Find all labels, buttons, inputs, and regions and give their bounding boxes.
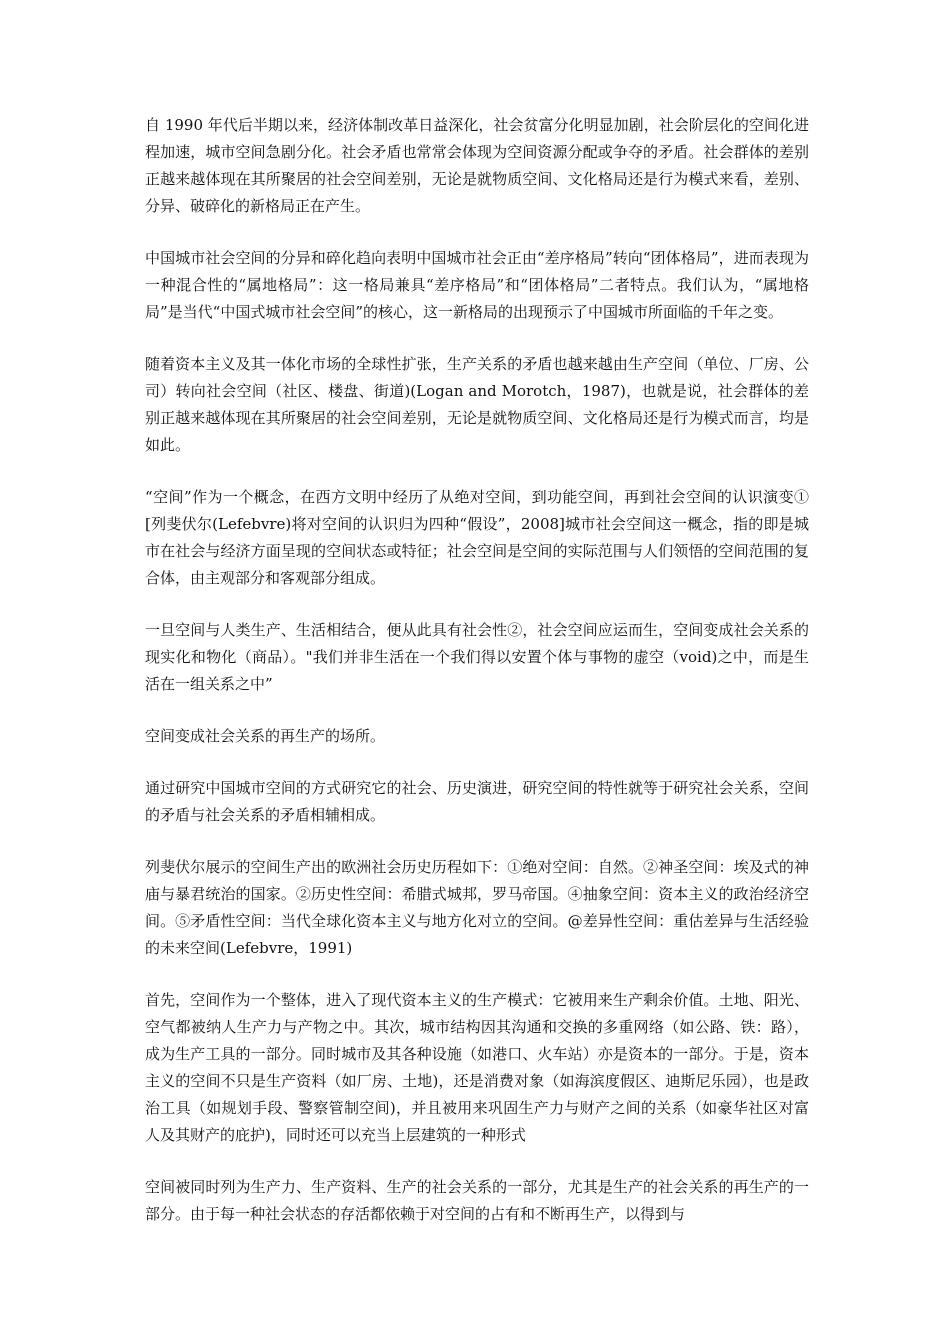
paragraph-3: 随着资本主义及其一体化市场的全球性扩张，生产关系的矛盾也越来越由生产空间（单位、厂房、公司）转向社会空间（社区、楼盘、街道)(Logan and Morotch，1987)，也就是说，社会群体的差别正越来越体现在其所聚居的社会空间差别，无论是就物质空间、文化格局还是行为模式而言，均是如此。 <box>145 355 809 454</box>
paragraph-5: 一旦空间与人类生产、生活相结合，便从此具有社会性②，社会空间应运而生，空间变成社会关系的现实化和物化（商品）。"我们并非生活在一个我们得以安置个体与事物的虚空（void)之中，而是生活在一组关系之中” <box>145 621 809 693</box>
document-page <box>145 112 809 1253</box>
paragraph-1: 自 1990 年代后半期以来，经济体制改革日益深化，社会贫富分化明显加剧，社会阶层化的空间化进程加速，城市空间急剧分化。社会矛盾也常常会体现为空间资源分配或争夺的矛盾。社会群体的差别正越来越体现在其所聚居的社会空间差别，无论是就物质空间、文化格局还是行为模式来看，差别、分异、破碎化的新格局正在产生。 <box>145 116 809 215</box>
paragraph-10: 空间被同时列为生产力、生产资料、生产的社会关系的一部分，尤其是生产的社会关系的再生产的一部分。由于每一种社会状态的存活都依赖于对空间的占有和不断再生产，以得到与 <box>145 1178 809 1223</box>
paragraph-4: “空间”作为一个概念，在西方文明中经历了从绝对空间，到功能空间，再到社会空间的认识演变①[列斐伏尔(Lefebvre)将对空间的认识归为四种“假设”，2008]城市社会空间这一概念，指的即是城市在社会与经济方面呈现的空间状态或特征；社会空间是空间的实际范围与人们领悟的空间范围的复合体，由主观部分和客观部分组成。 <box>145 488 809 587</box>
paragraph-7: 通过研究中国城市空间的方式研究它的社会、历史演进，研究空间的特性就等于研究社会关系，空间的矛盾与社会关系的矛盾相辅相成。 <box>145 779 809 824</box>
paragraph-8: 列斐伏尔展示的空间生产出的欧洲社会历史历程如下：①绝对空间：自然。②神圣空间：埃及式的神庙与暴君统治的国家。②历史性空间：希腊式城邦，罗马帝国。④抽象空间：资本主义的政治经济空间。⑤矛盾性空间：当代全球化资本主义与地方化对立的空间。@差异性空间：重估差异与生活经验的未来空间(Lefebvre，1991) <box>145 858 809 957</box>
paragraph-6: 空间变成社会关系的再生产的场所。 <box>145 727 386 745</box>
paragraph-9: 首先，空间作为一个整体，进入了现代资本主义的生产模式：它被用来生产剩余价值。土地、阳光、空气都被纳人生产力与产物之中。其次，城市结构因其沟通和交换的多重网络（如公路、铁：路），成为生产工具的一部分。同时城市及其各种设施（如港口、火车站）亦是资本的一部分。于是，资本主义的空间不只是生产资料（如厂房、土地)，还是消费对象（如海滨度假区、迪斯尼乐园），也是政治工具（如规划手段、警察管制空间)，并且被用来巩固生产力与财产之间的关系（如豪华社区对富人及其财产的庇护)，同时还可以充当上层建筑的一种形式 <box>145 991 809 1144</box>
paragraph-2: 中国城市社会空间的分异和碎化趋向表明中国城市社会正由“差序格局”转向“团体格局”，进而表现为一种混合性的“属地格局”：这一格局兼具“差序格局”和“团体格局”二者特点。我们认为，“属地格局”是当代“中国式城市社会空间”的核心，这一新格局的出现预示了中国城市所面临的千年之变。 <box>145 249 809 321</box>
